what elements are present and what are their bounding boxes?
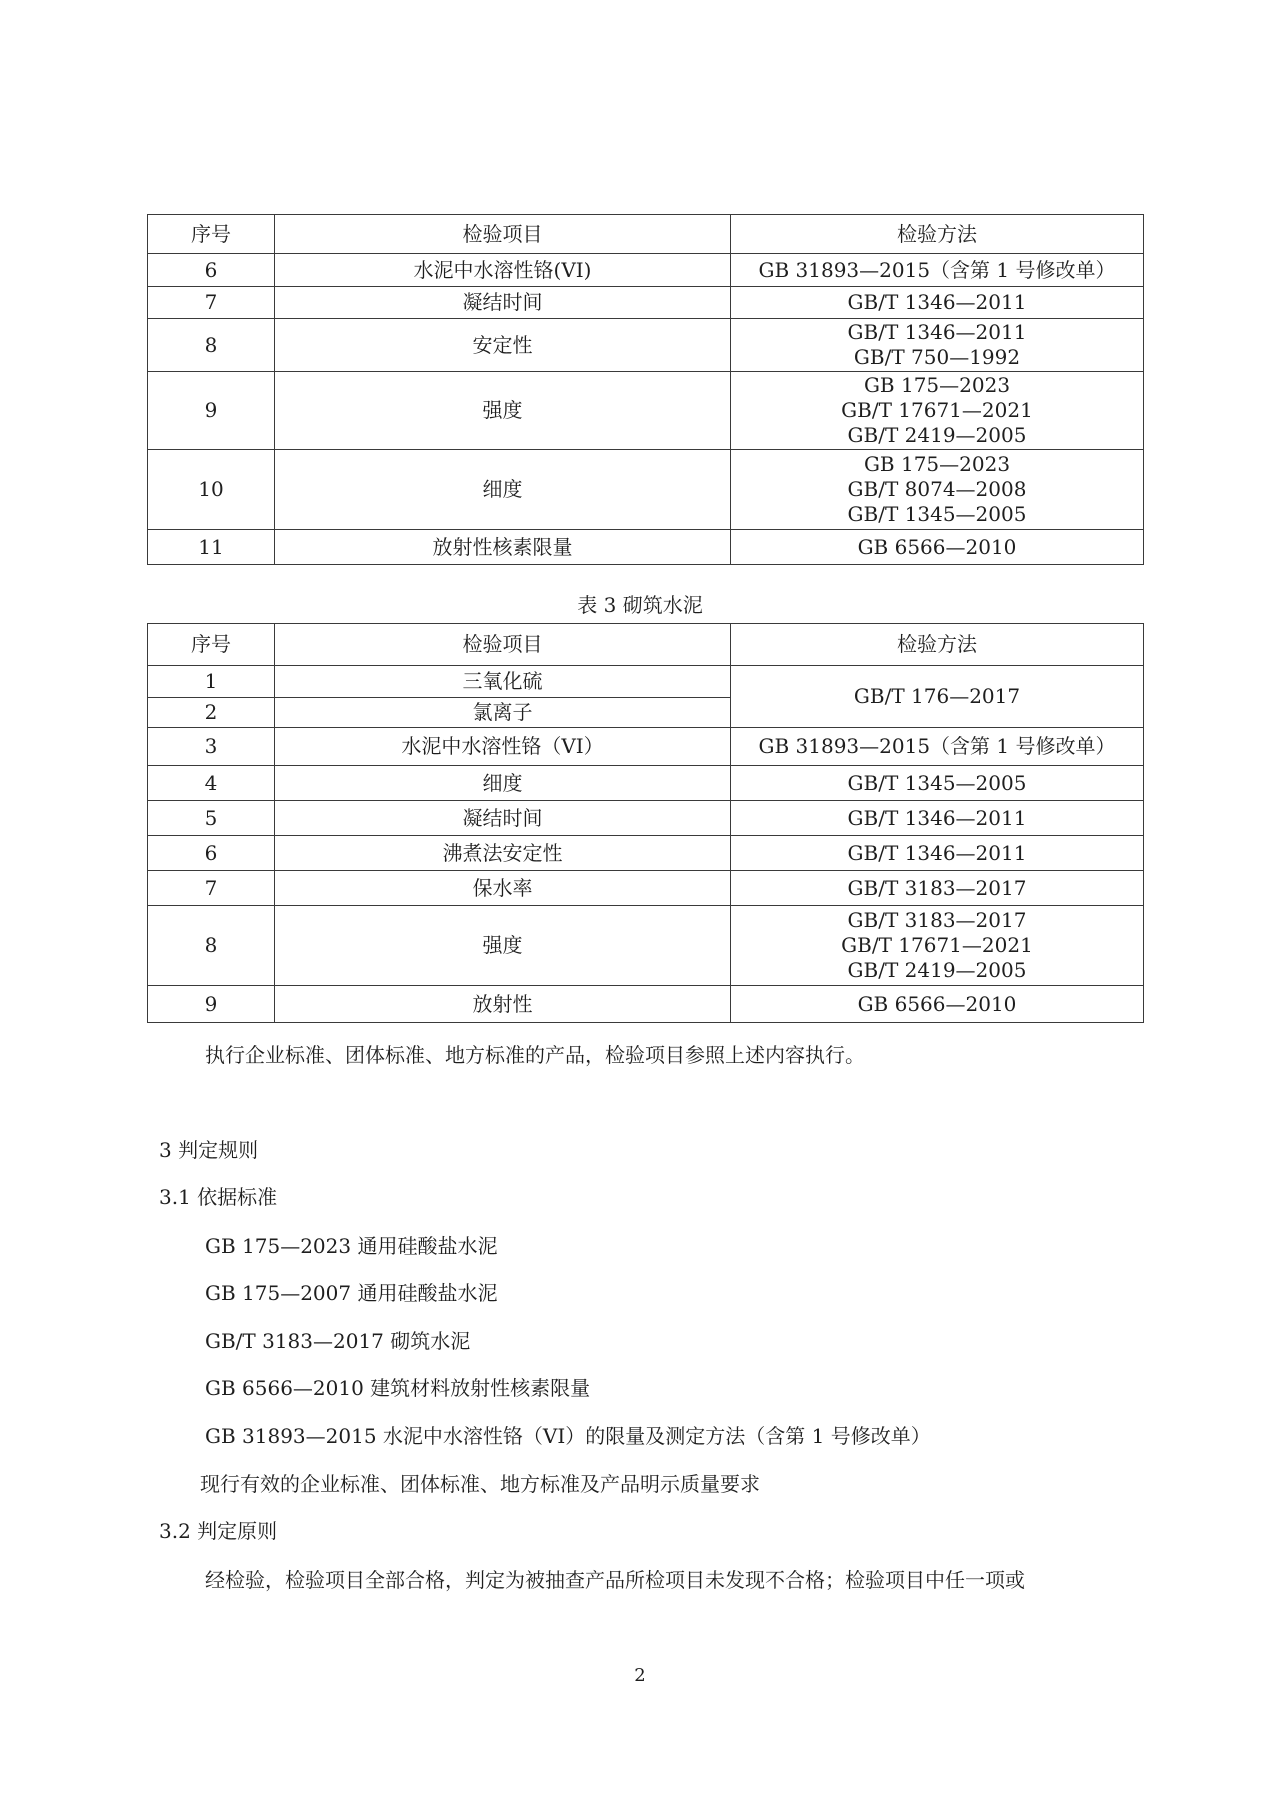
method-line: GB/T 8074—2008 [847, 477, 1027, 501]
row-seq: 11 [148, 530, 275, 565]
header-item: 检验项目 [275, 215, 731, 254]
table-row [148, 986, 1144, 1023]
row-item: 保水率 [275, 871, 731, 906]
standard-item: GB 31893—2015 水泥中水溶性铬（VI）的限量及测定方法（含第 1 号修改单） [205, 1424, 931, 1448]
row-method [731, 372, 1144, 450]
method-line: GB 6566—2010 [857, 991, 1017, 1016]
method-line: GB 31893—2015（含第 1 号修改单） [758, 257, 1116, 282]
row-method [731, 666, 1144, 728]
row-item: 放射性核素限量 [275, 530, 731, 565]
method-line: GB 31893—2015（含第 1 号修改单） [758, 734, 1116, 758]
table-row [148, 530, 1144, 565]
row-method [731, 287, 1144, 319]
row-item: 强度 [275, 906, 731, 986]
table-row [148, 666, 1144, 698]
row-item: 氯离子 [275, 698, 731, 728]
table-row [148, 871, 1144, 906]
method-line: GB 6566—2010 [857, 534, 1017, 559]
row-seq: 10 [148, 450, 275, 530]
row-method [731, 871, 1144, 906]
row-item: 细度 [275, 766, 731, 801]
row-seq: 1 [148, 666, 275, 698]
row-item: 三氧化硫 [275, 666, 731, 698]
table-header-row [148, 624, 1144, 666]
page-number: 2 [634, 1665, 646, 1686]
row-item: 强度 [275, 372, 731, 450]
subsection-heading-standards: 3.1 依据标准 [159, 1185, 278, 1209]
row-item: 细度 [275, 450, 731, 530]
table-row [148, 728, 1144, 766]
row-method [731, 319, 1144, 372]
method-line: GB 175—2023 [863, 373, 1011, 397]
row-seq: 8 [148, 319, 275, 372]
note-paragraph: 执行企业标准、团体标准、地方标准的产品，检验项目参照上述内容执行。 [205, 1043, 865, 1067]
table-row [148, 766, 1144, 801]
method-line: GB/T 3183—2017 [847, 875, 1027, 900]
row-method [731, 801, 1144, 836]
table-row [148, 836, 1144, 871]
method-line: GB/T 176—2017 [853, 684, 1021, 708]
row-item: 安定性 [275, 319, 731, 372]
header-seq: 序号 [148, 624, 275, 666]
method-line: GB/T 17671—2021 [841, 398, 1033, 422]
method-line: GB/T 1346—2011 [847, 320, 1027, 344]
row-item: 水泥中水溶性铬(VI) [275, 254, 731, 287]
principle-paragraph: 经检验，检验项目全部合格，判定为被抽查产品所检项目未发现不合格；检验项目中任一项或 [205, 1568, 1025, 1592]
table-row [148, 372, 1144, 450]
row-seq: 8 [148, 906, 275, 986]
row-method [731, 254, 1144, 287]
row-seq: 9 [148, 986, 275, 1023]
method-line: GB/T 750—1992 [853, 345, 1021, 369]
table-row [148, 450, 1144, 530]
row-seq: 7 [148, 871, 275, 906]
row-item: 沸煮法安定性 [275, 836, 731, 871]
method-line: GB/T 3183—2017 [847, 908, 1027, 932]
method-line: GB/T 1346—2011 [847, 840, 1027, 865]
row-seq: 6 [148, 836, 275, 871]
header-method: 检验方法 [731, 624, 1144, 666]
row-method [731, 836, 1144, 871]
row-method [731, 728, 1144, 766]
row-seq: 4 [148, 766, 275, 801]
standard-item: GB 175—2007 通用硅酸盐水泥 [205, 1281, 498, 1305]
row-seq: 3 [148, 728, 275, 766]
method-line: GB/T 1346—2011 [847, 290, 1027, 314]
row-item: 水泥中水溶性铬（VI） [275, 728, 731, 766]
table-row [148, 254, 1144, 287]
header-method: 检验方法 [731, 215, 1144, 254]
table-row [148, 801, 1144, 836]
method-line: GB/T 1345—2005 [847, 770, 1027, 795]
row-method [731, 530, 1144, 565]
row-seq: 7 [148, 287, 275, 319]
row-method [731, 766, 1144, 801]
table-row [148, 287, 1144, 319]
table-row [148, 319, 1144, 372]
method-line: GB/T 2419—2005 [847, 958, 1027, 982]
row-seq: 9 [148, 372, 275, 450]
row-method [731, 986, 1144, 1023]
standard-item: GB 6566—2010 建筑材料放射性核素限量 [205, 1376, 591, 1400]
table-row [148, 906, 1144, 986]
row-seq: 5 [148, 801, 275, 836]
method-line: GB/T 1346—2011 [847, 805, 1027, 830]
inspection-table-continued [147, 214, 1144, 565]
method-line: GB/T 1345—2005 [847, 502, 1027, 526]
masonry-cement-table [147, 623, 1144, 1023]
standard-item: GB 175—2023 通用硅酸盐水泥 [205, 1234, 498, 1258]
valid-standards-line: 现行有效的企业标准、团体标准、地方标准及产品明示质量要求 [200, 1472, 760, 1496]
row-method [731, 450, 1144, 530]
row-item: 凝结时间 [275, 287, 731, 319]
section-heading-judgment-rules: 3 判定规则 [159, 1138, 259, 1162]
subsection-heading-principles: 3.2 判定原则 [159, 1519, 278, 1543]
header-item: 检验项目 [275, 624, 731, 666]
method-line: GB/T 17671—2021 [841, 933, 1033, 957]
table-caption: 表 3 砌筑水泥 [577, 593, 703, 617]
row-seq: 6 [148, 254, 275, 287]
row-seq: 2 [148, 698, 275, 728]
row-method [731, 906, 1144, 986]
header-seq: 序号 [148, 215, 275, 254]
method-line: GB 175—2023 [863, 452, 1011, 476]
row-item: 凝结时间 [275, 801, 731, 836]
table-header-row [148, 215, 1144, 254]
standard-item: GB/T 3183—2017 砌筑水泥 [205, 1329, 471, 1353]
method-line: GB/T 2419—2005 [847, 423, 1027, 447]
row-item: 放射性 [275, 986, 731, 1023]
